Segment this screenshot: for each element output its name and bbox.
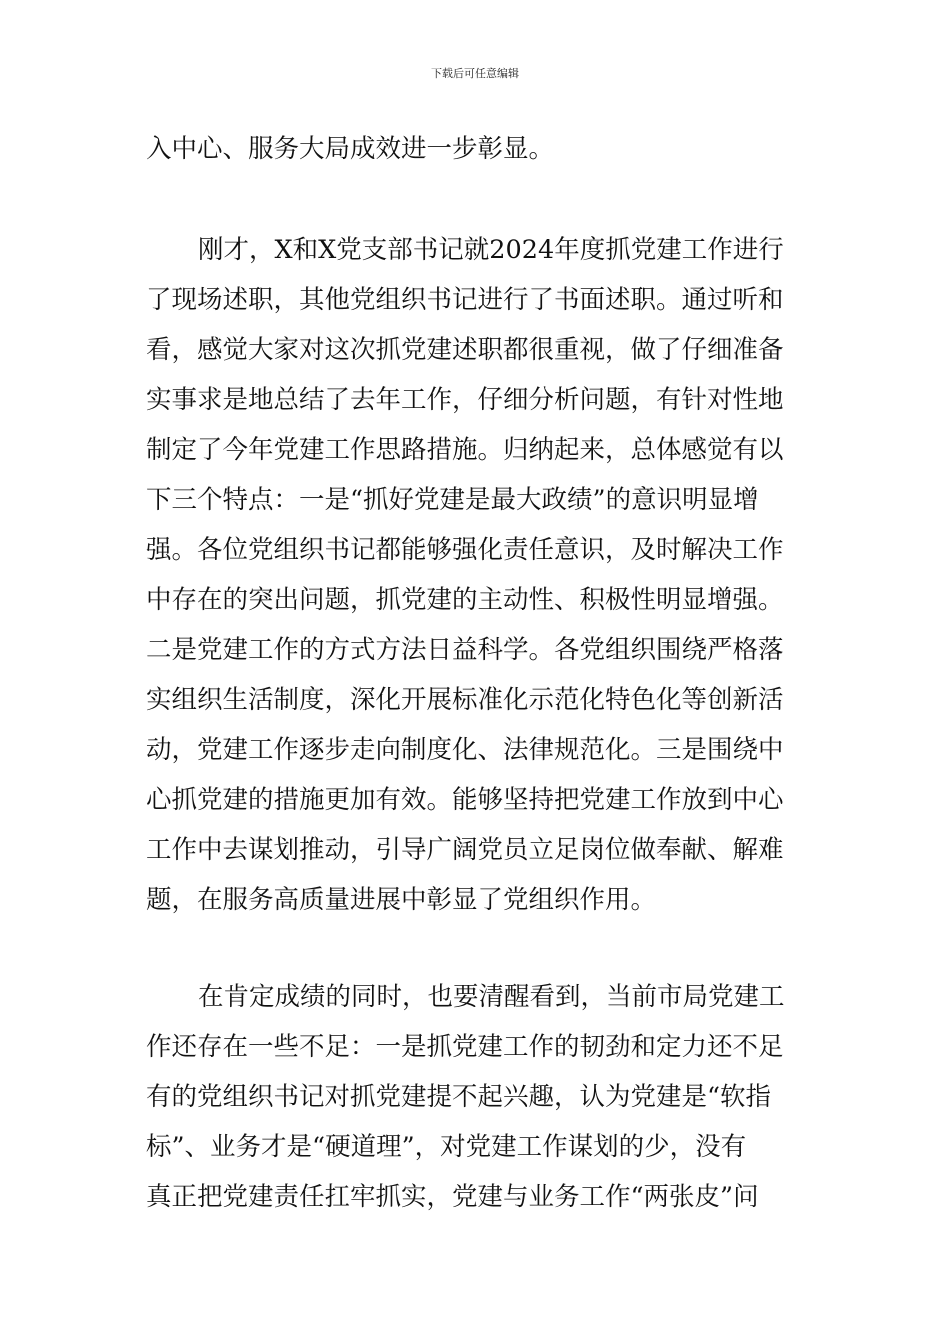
text-line-content: 在肯定成绩的同时，也要清醒看到，当前市局党建工 — [198, 982, 785, 1012]
text-line: 入中心、服务大局成效进一步彰显。 — [146, 134, 555, 164]
text-line: 标”、业务才是“硬道理”，对党建工作谋划的少，没有 — [146, 1132, 747, 1162]
text-line-first — [146, 972, 806, 1022]
text-line: 动，党建工作逐步走向制度化、法律规范化。三是围绕中 — [146, 735, 784, 765]
text-line: 心抓党建的措施更加有效。能够坚持把党建工作放到中心 — [146, 785, 784, 815]
text-line-content: 刚才，X和X党支部书记就2024年度抓党建工作进行 — [198, 235, 784, 265]
text-line: 工作中去谋划推动，引导广阔党员立足岗位做奉献、解难 — [146, 835, 784, 865]
text-line: 下三个特点：一是“抓好党建是最大政绩”的意识明显增 — [146, 485, 759, 515]
text-line: 作还存在一些不足：一是抓党建工作的韧劲和定力还不足 — [146, 1032, 784, 1062]
text-line: 强。各位党组织书记都能够强化责任意识，及时解决工作 — [146, 535, 784, 565]
text-line: 题，在服务高质量进展中彰显了党组织作用。 — [146, 885, 657, 915]
text-line: 真正把党建责任扛牢抓实，党建与业务工作“两张皮”问 — [146, 1182, 759, 1212]
text-line: 实事求是地总结了去年工作，仔细分析问题，有针对性地 — [146, 385, 784, 415]
text-line: 看，感觉大家对这次抓党建述职都很重视，做了仔细准备 — [146, 335, 784, 365]
paragraph-1 — [146, 124, 806, 174]
text-line: 了现场述职，其他党组织书记进行了书面述职。通过听和 — [146, 285, 784, 315]
text-line: 中存在的突出问题，抓党建的主动性、积极性明显增强。 — [146, 585, 784, 615]
text-line-first — [146, 225, 806, 275]
text-line: 二是党建工作的方式方法日益科学。各党组织围绕严格落 — [146, 635, 784, 665]
paragraph-2 — [146, 225, 806, 925]
page-header: 下载后可任意编辑 — [431, 67, 519, 80]
paragraph-3 — [146, 972, 806, 1222]
text-line: 有的党组织书记对抓党建提不起兴趣，认为党建是“软指 — [146, 1082, 772, 1112]
text-line: 制定了今年党建工作思路措施。归纳起来，总体感觉有以 — [146, 435, 784, 465]
text-line: 实组织生活制度，深化开展标准化示范化特色化等创新活 — [146, 685, 784, 715]
